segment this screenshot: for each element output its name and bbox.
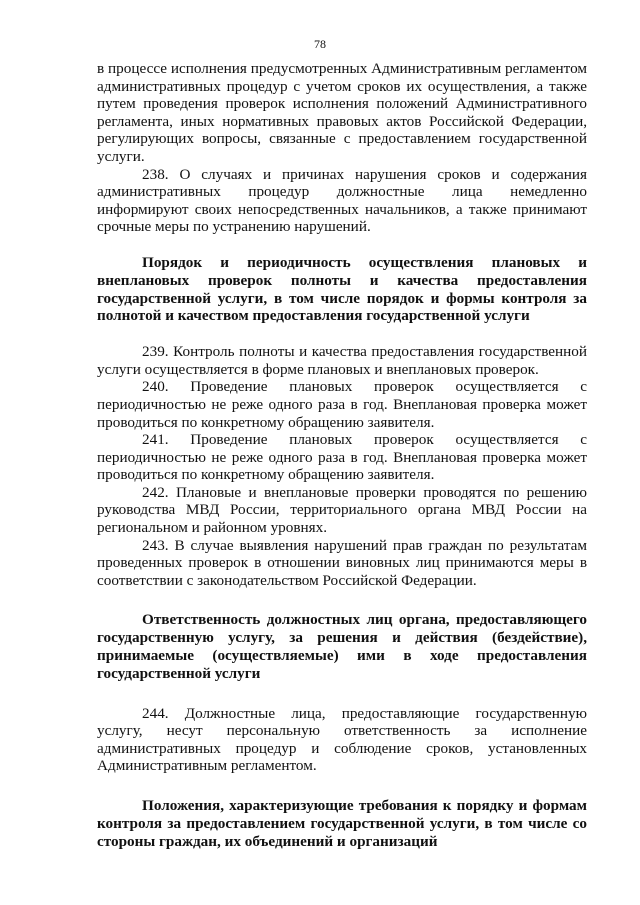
paragraph-239: 239. Контроль полноты и качества предоставления государственной услуги осуществляется в форме плановых и внеплановых проверок.: [97, 343, 587, 378]
page-number: 78: [314, 37, 326, 51]
paragraph-238: 238. О случаях и причинах нарушения сроков и содержания административных процедур должностные лица немедленно информируют своих непосредственных начальников, а также принимают срочные меры по устранению нарушений.: [97, 165, 587, 236]
paragraph-244: 244. Должностные лица, предоставляющие государственную услугу, несут персональную ответственность за исполнение административных процедур и соблюдение сроков, установленных Административным регламентом.: [97, 704, 587, 775]
document-body: [97, 60, 587, 850]
paragraph-243: 243. В случае выявления нарушений прав граждан по результатам проведенных проверок в отношении виновных лиц принимаются меры в соответствии с законодательством Российской Федерации.: [97, 536, 587, 589]
paragraph-242: 242. Плановые и внеплановые проверки проводятся по решению руководства МВД России, территориального органа МВД России на региональном и районном уровнях.: [97, 483, 587, 537]
section-heading-provisions: Положения, характеризующие требования к порядку и формам контроля за предоставлением государственной услуги, в том числе со стороны граждан, их объединений и организаций: [97, 797, 587, 850]
section-heading-inspections: Порядок и периодичность осуществления плановых и внеплановых проверок полноты и качества предоставления государственной услуги, в том числе порядок и формы контроля за полнотой и качеством предоставления государственной услуги: [97, 253, 587, 325]
paragraph-240: 240. Проведение плановых проверок осуществляется с периодичностью не реже одного раза в год. Внеплановая проверка может проводиться по конкретному обращению заявителя.: [97, 378, 587, 431]
paragraph-241: 241. Проведение плановых проверок осуществляется с периодичностью не реже одного раза в год. Внеплановая проверка может проводиться по конкретному обращению заявителя.: [97, 431, 587, 484]
section-heading-responsibility: Ответственность должностных лиц органа, предоставляющего государственную услугу, за решения и действия (бездействие), принимаемые (осуществляемые) ими в ходе предоставления государственной услуги: [97, 611, 587, 682]
paragraph-continuation: в процессе исполнения предусмотренных Административным регламентом административных процедур с учетом сроков их осуществления, а также путем проведения проверок исполнения положений Административного регламента, иных нормативных правовых актов Российской Федерации, регулирующих вопросы, связанные с предоставлением государственной услуги.: [97, 60, 587, 165]
